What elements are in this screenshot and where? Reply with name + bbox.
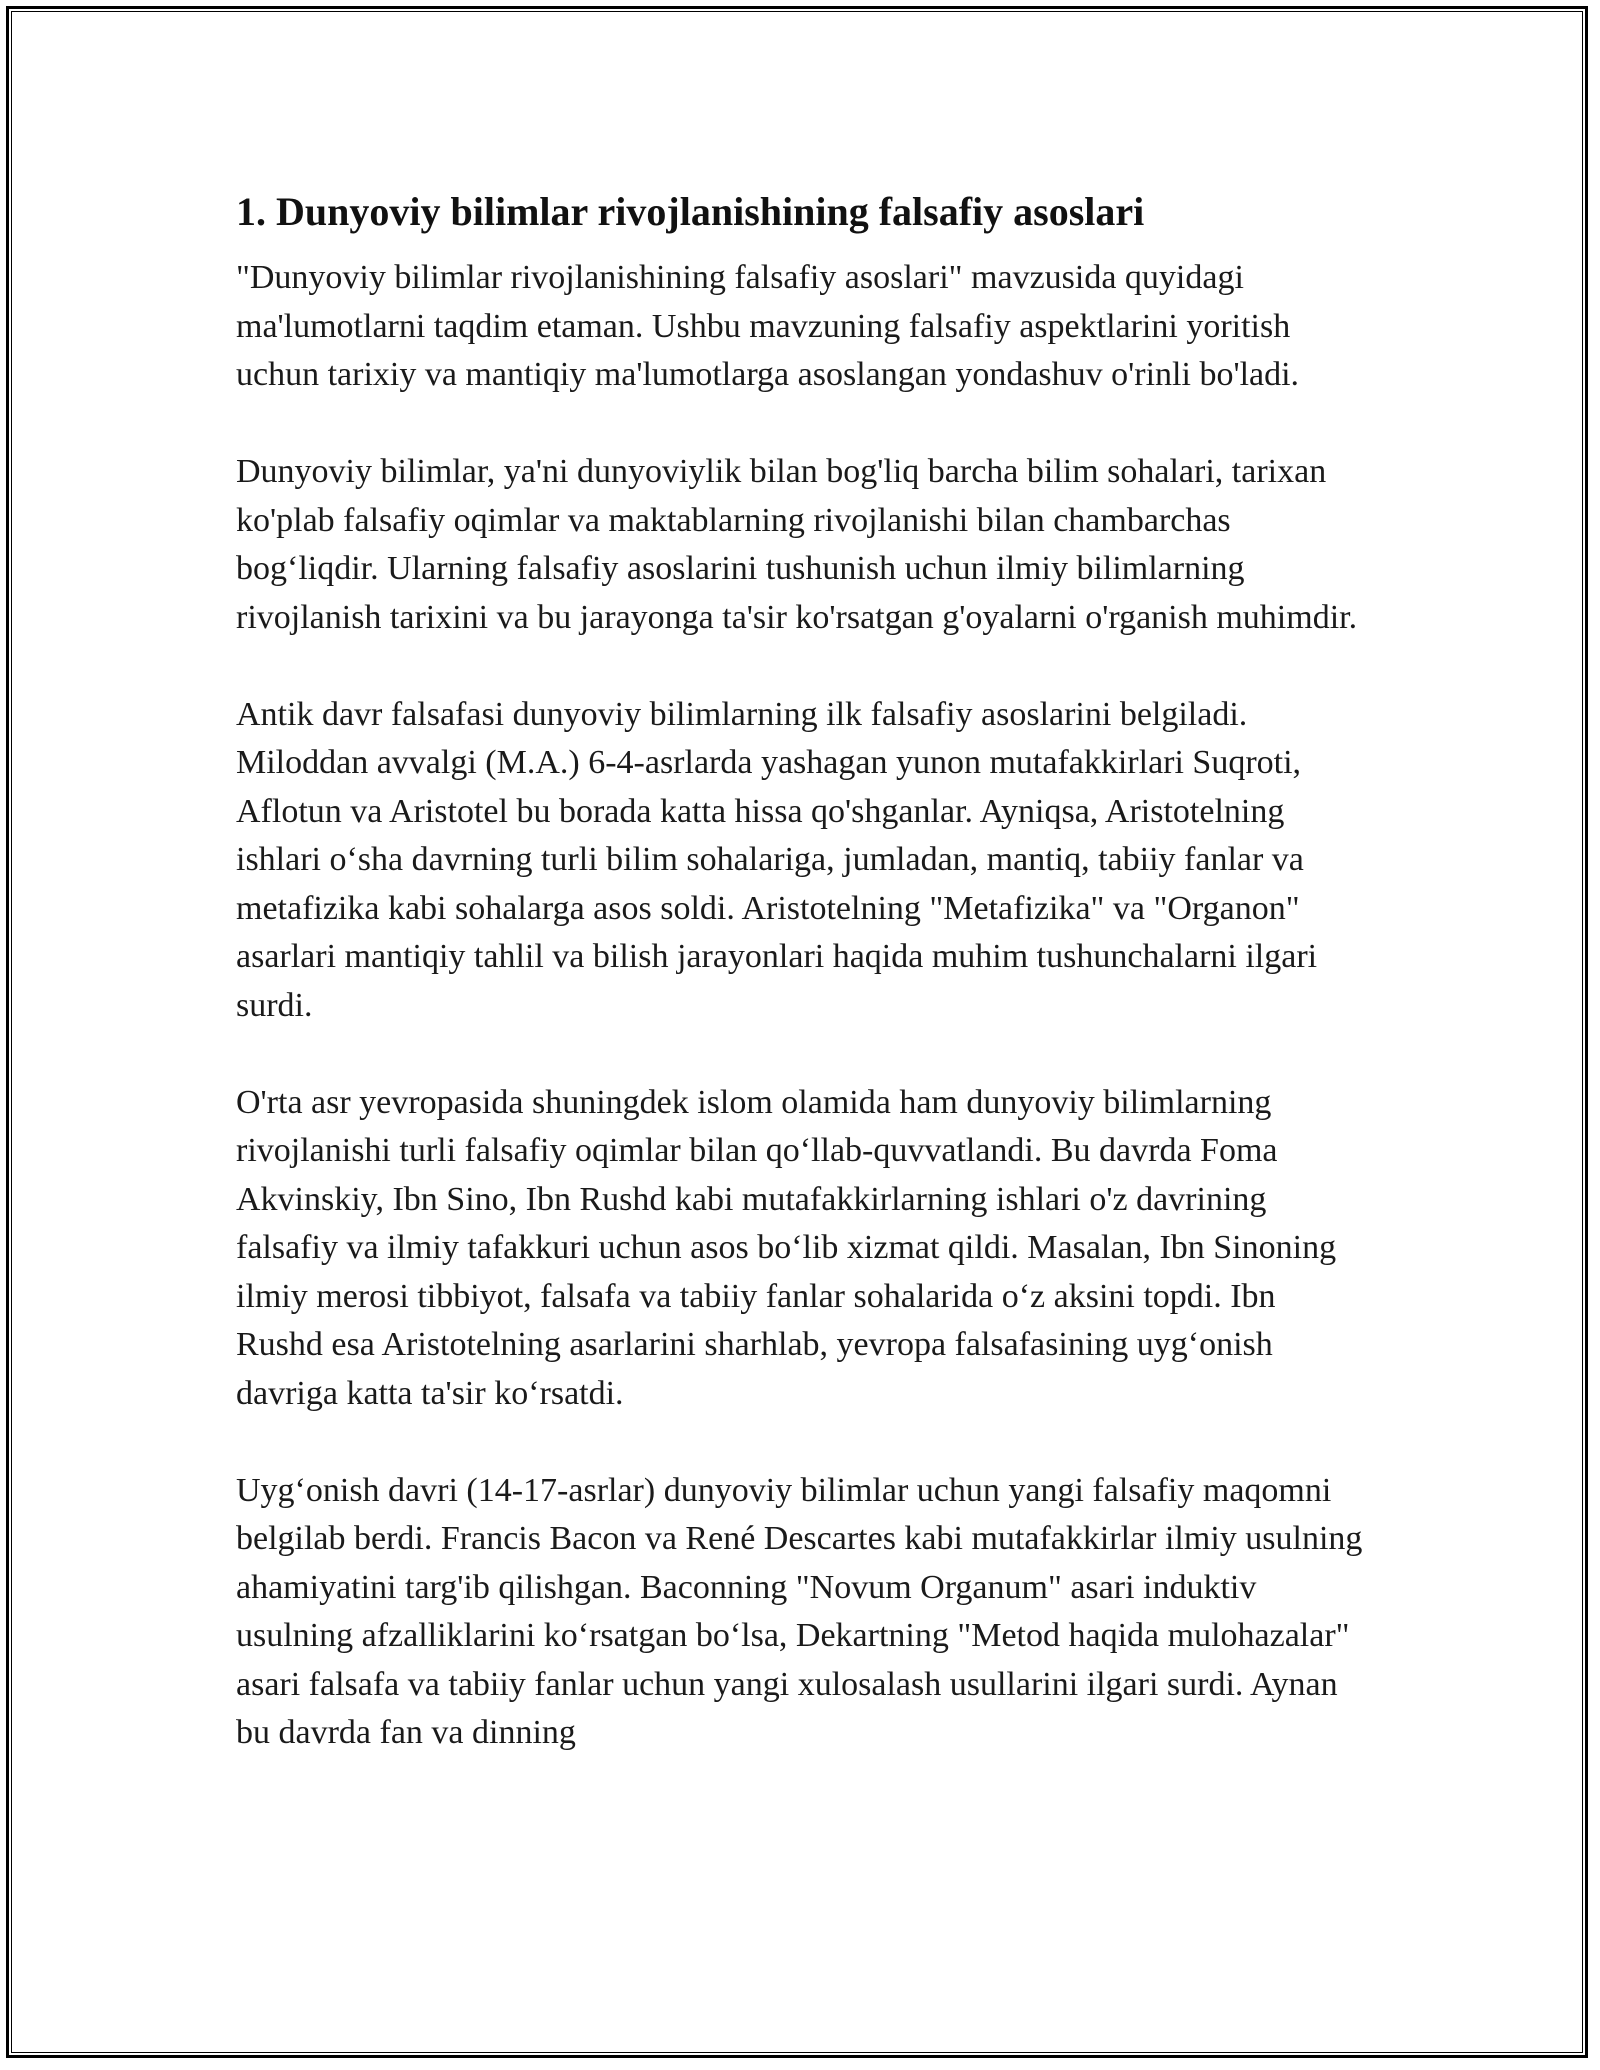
paragraph-renaissance: Uyg‘onish davri (14-17-asrlar) dunyoviy bilimlar uchun yangi falsafiy maqomni belgilab berdi. Francis Bacon va René Descartes kabi mutafakkirlar ilmiy usulning ahamiyatini targ'ib qilishgan. Baconning "Novum Organum" asari induktiv usulning afzalliklarini ko‘rsatgan bo‘lsa, Dekartning "Metod haqida mulohazalar" asari falsafa va tabiiy fanlar uchun yangi xulosalash usullarini ilgari surdi. Aynan bu davrda fan va dinning — [236, 1471, 1363, 1751]
paragraph-antiquity: Antik davr falsafasi dunyoviy bilimlarning ilk falsafiy asoslarini belgiladi. Miloddan avvalgi (M.A.) 6-4-asrlarda yashagan yunon mutafakkirlari Suqroti, Aflotun va Aristotel bu borada katta hissa qo'shganlar. Ayniqsa, Aristotelning ishlari o‘sha davrning turli bilim sohalariga, jumladan, mantiq, tabiiy fanlar va metafizika kabi sohalarga asos soldi. Aristotelning "Metafizika" va "Organon" asarlari mantiqiy tahlil va bilish jarayonlari haqida muhim tushunchalarni ilgari surdi. — [236, 695, 1318, 1024]
paragraph-intro: "Dunyoviy bilimlar rivojlanishining falsafiy asoslari" mavzusida quyidagi ma'lumotlarni taqdim etaman. Ushbu mavzuning falsafiy aspektlarini yoritish uchun tarixiy va mantiqiy ma'lumotlarga asoslangan yondashuv o'rinli bo'ladi. — [236, 259, 1300, 393]
document-title: 1. Dunyoviy bilimlar rivojlanishining falsafiy asoslari — [236, 189, 1145, 234]
document-body — [236, 186, 1366, 1758]
paragraph-middle-ages: O'rta asr yevropasida shuningdek islom olamida ham dunyoviy bilimlarning rivojlanishi turli falsafiy oqimlar bilan qo‘llab-quvvatlandi. Bu davrda Foma Akvinskiy, Ibn Sino, Ibn Rushd kabi mutafakkirlarning ishlari o'z davrining falsafiy va ilmiy tafakkuri uchun asos bo‘lib xizmat qildi. Masalan, Ibn Sinoning ilmiy merosi tibbiyot, falsafa va tabiiy fanlar sohalarida o‘z aksini topdi. Ibn Rushd esa Aristotelning asarlarini sharhlab, yevropa falsafasining uyg‘onish davriga katta ta'sir ko‘rsatdi. — [236, 1083, 1337, 1412]
paragraph-secular-knowledge: Dunyoviy bilimlar, ya'ni dunyoviylik bilan bog'liq barcha bilim sohalari, tarixan ko'plab falsafiy oqimlar va maktablarning rivojlanishi bilan chambarchas bog‘liqdir. Ularning falsafiy asoslarini tushunish uchun ilmiy bilimlarning rivojlanish tarixini va bu jarayonga ta'sir ko'rsatgan g'oyalarni o'rganish muhimdir. — [236, 453, 1358, 636]
